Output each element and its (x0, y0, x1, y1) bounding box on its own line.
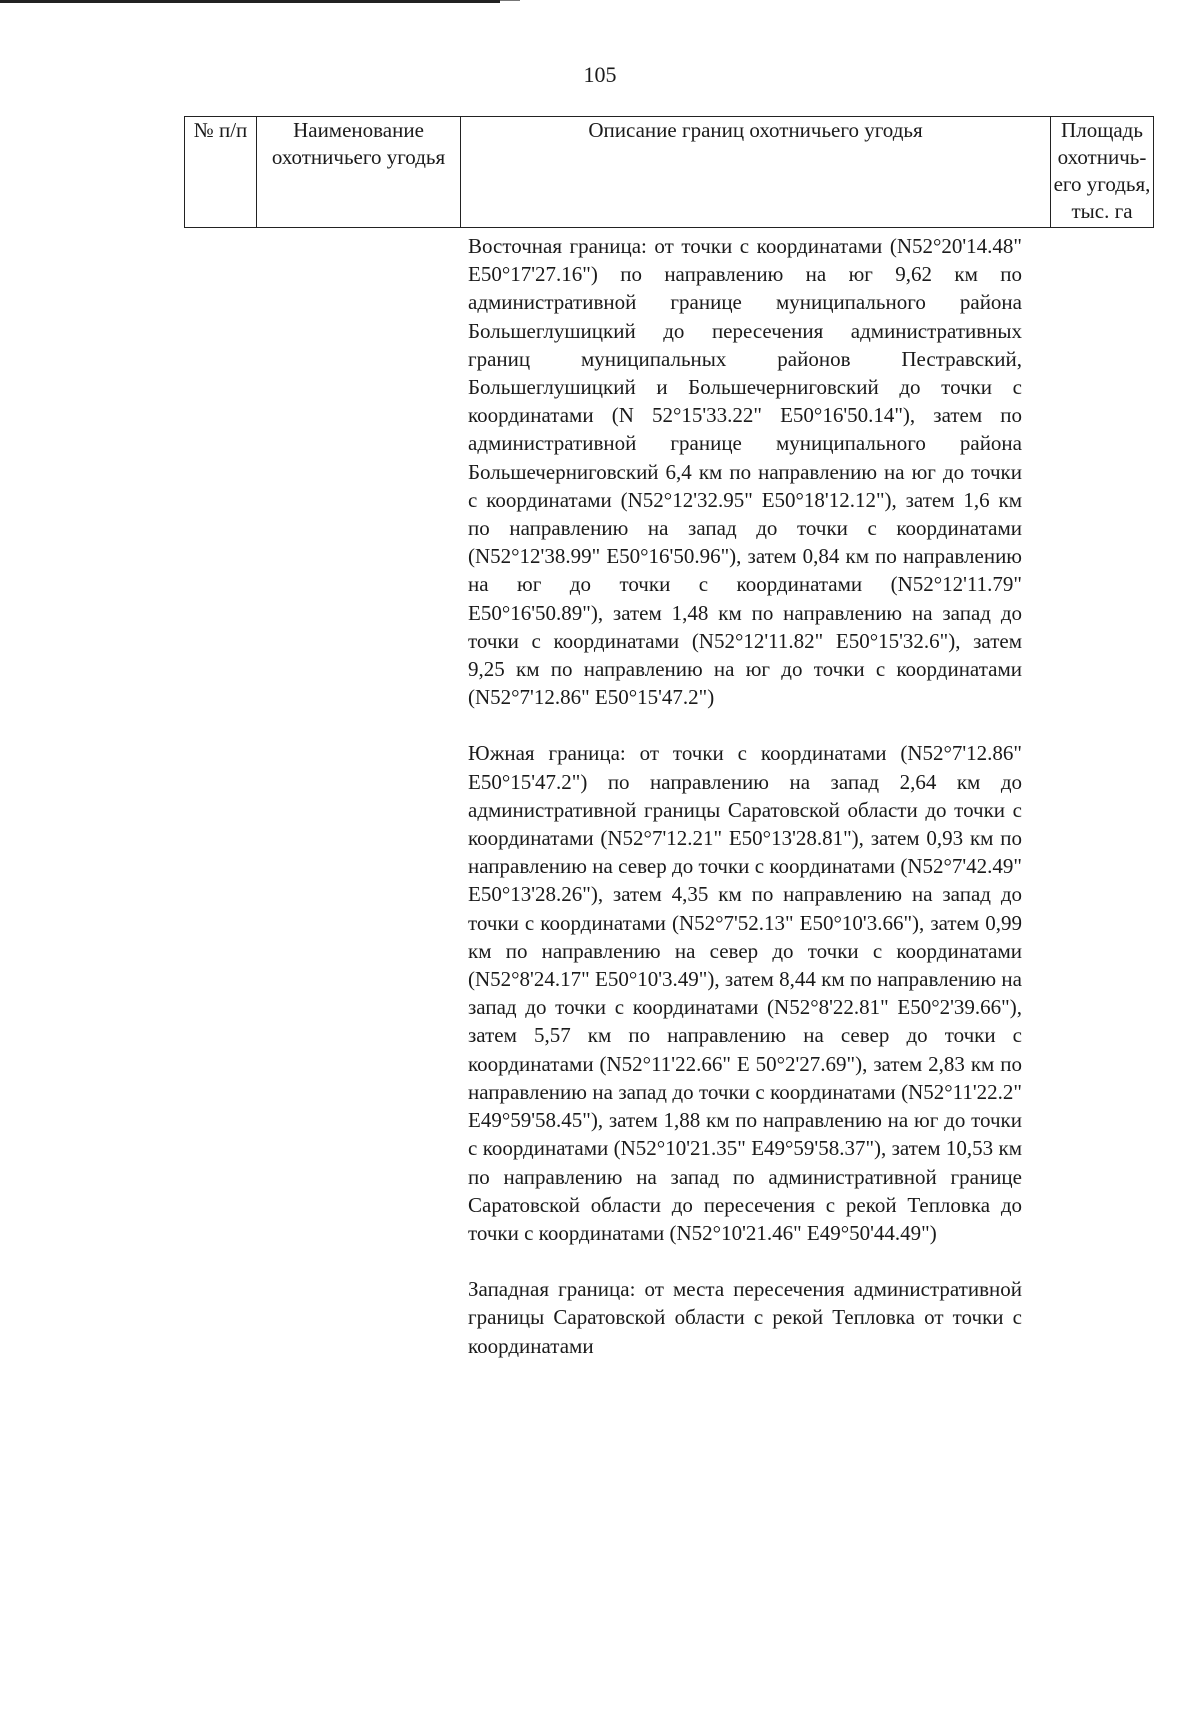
scan-top-rule-fragment (500, 0, 520, 1)
header-cell-name: Наименование охотничьего угодья (257, 117, 461, 228)
header-cell-number: № п/п (185, 117, 257, 228)
page-number: 105 (583, 62, 617, 87)
header-table (184, 116, 1154, 228)
border-description (468, 232, 1022, 1360)
west-border-paragraph: Западная граница: от места пересечения административной границы Саратовской области с рекой Тепловка от точки с координатами (468, 1277, 1022, 1358)
header-cell-description: Описание границ охотничьего угодья (461, 117, 1051, 228)
south-border-paragraph: Южная граница: от точки с координатами (N52°7'12.86" E50°15'47.2") по направлению на запад 2,64 км до административной границы Саратовской области до точки с координатами (N52°7'12.21" E50°13'28.81"), затем 0,93 км по направлению на север до точки с координатами (N52°7'42.49" E50°13'28.26"), затем 4,35 км по направлению на запад до точки с координатами (N52°7'52.13" E50°10'3.66"), затем 0,99 км по направлению на север до точки с координатами (N52°8'24.17" E50°10'3.49"), затем 8,44 км по направлению на запад до точки с координатами (N52°8'22.81" E50°2'39.66"), затем 5,57 км по направлению на север до точки с координатами (N52°11'22.66" E 50°2'27.69"), затем 2,83 км по направлению на запад до точки с координатами (N52°11'22.2" E49°59'58.45"), затем 1,88 км по направлению на юг до точки с координатами (N52°10'21.35" E49°59'58.37"), затем 10,53 км по направлению на запад по административной границе Саратовской области до пересечения с рекой Тепловка до точки с координатами (N52°10'21.46" E49°50'44.49") (468, 741, 1022, 1245)
header-cell-area: Площадь охотничь- его угодья, тыс. га (1051, 117, 1154, 228)
east-border-paragraph: Восточная граница: от точки с координатами (N52°20'14.48" E50°17'27.16") по направлению на юг 9,62 км по административной границе муниципального района Большеглушицкий до пересечения административных границ муниципальных районов Пестравский, Большеглушицкий и Большечерниговский до точки с координатами (N 52°15'33.22" E50°16'50.14"), затем по административной границе муниципального района Большечерниговский 6,4 км по направлению на юг до точки с координатами (N52°12'32.95" E50°18'12.12"), затем 1,6 км по направлению на запад до точки с координатами (N52°12'38.99" E50°16'50.96"), затем 0,84 км по направлению на юг до точки с координатами (N52°12'11.79" E50°16'50.89"), затем 1,48 км по направлению на запад до точки с координатами (N52°12'11.82" E50°15'32.6"), затем 9,25 км по направлению на юг до точки с координатами (N52°7'12.86" E50°15'47.2") (468, 234, 1022, 710)
header-row (185, 117, 1154, 228)
scan-top-rule (0, 0, 500, 3)
